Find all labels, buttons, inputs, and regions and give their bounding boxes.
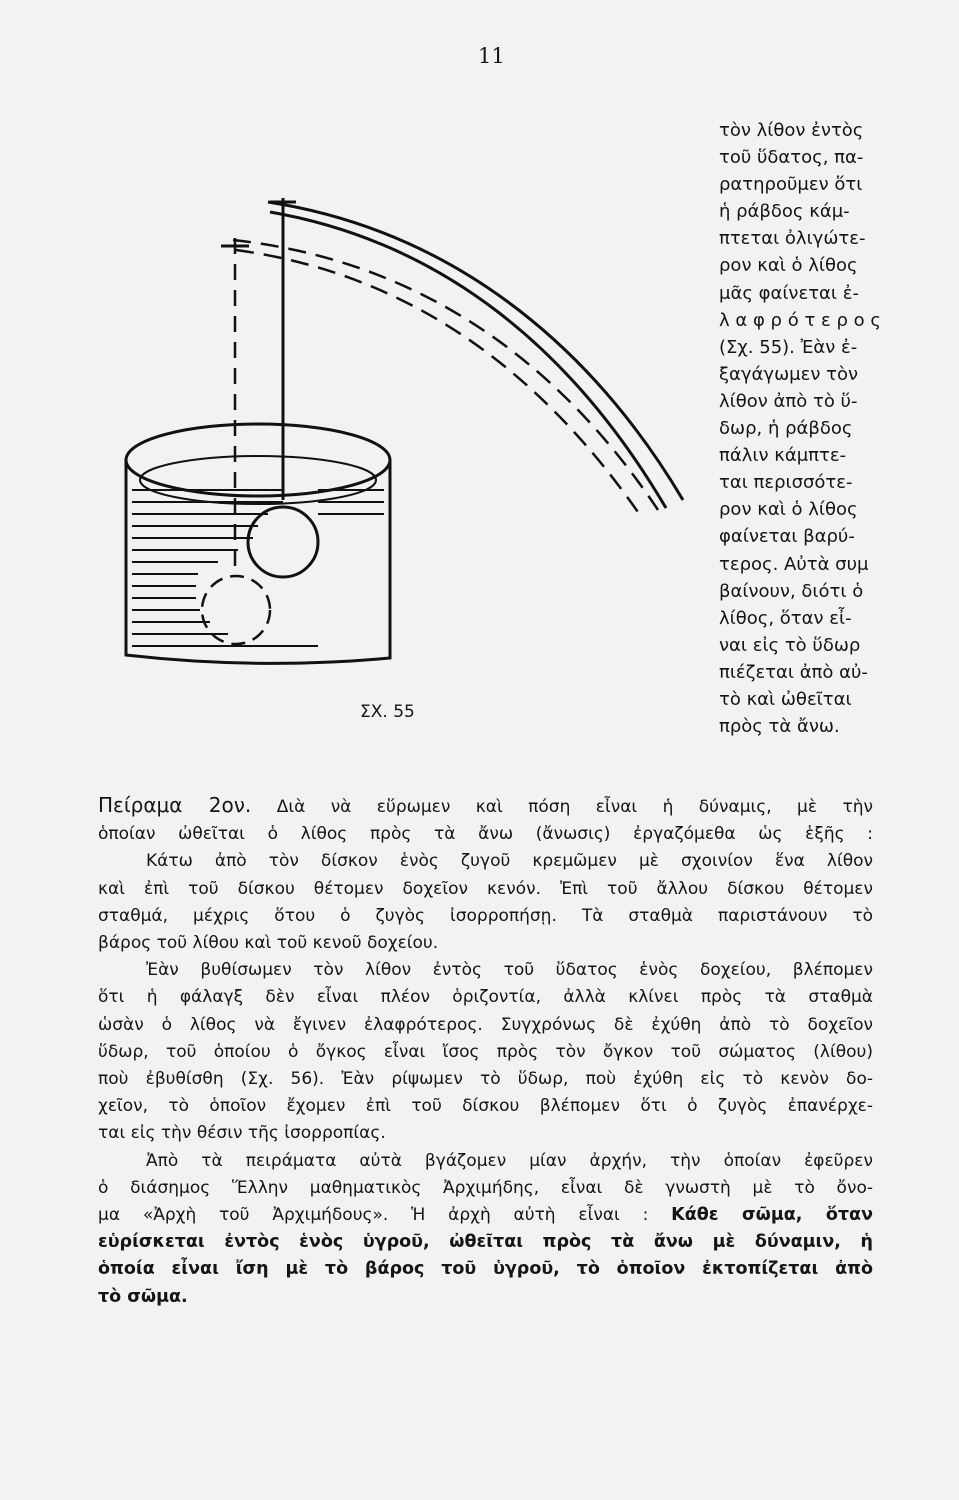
side-line: δωρ, ἡ ράβδος [719,418,853,440]
water-container [126,424,390,663]
side-line: λίθος, ὅταν εἶ- [719,607,852,629]
dashed-rod [233,240,658,510]
side-line: τὸν λίθον ἐντὸς [719,120,864,141]
body-line: ὡσὰν ὁ λίθος νὰ ἔγινεν ἐλαφρότερος. Συγχρόνως δὲ ἐχύθη ἀπὸ τὸ δοχεῖον [98,1014,873,1035]
body-line: σταθμά, μέχρις ὅτου ὁ ζυγὸς ἰσορροπήσῃ. Τὰ σταθμὰ παριστάνουν τὸ [98,905,873,926]
principle-text: εὑρίσκεται ἐντὸς ἑνὸς ὑγροῦ, ὠθεῖται πρὸς τὰ ἄνω μὲ δύναμιν, ἡ [98,1232,873,1253]
side-line: φαίνεται βαρύ- [719,526,855,548]
principle-text: Κάθε σῶμα, ὅταν [671,1205,873,1226]
side-line: ἡ ράβδος κάμ- [719,201,850,223]
figure-caption: ΣΧ. 55 [360,702,415,722]
figure-55-illustration [118,190,698,670]
side-line: βαίνουν, διότι ὁ [719,580,864,602]
body-line: χεῖον, τὸ ὁποῖον ἔχομεν ἐπὶ τοῦ δίσκου βλέπομεν ὅτι ὁ ζυγὸς ἐπανέρχε- [98,1096,873,1117]
side-line: ναι εἰς τὸ ὕδωρ [719,634,861,656]
body-line: καὶ ἐπὶ τοῦ δίσκου θέτομεν δοχεῖον κενόν. Ἐπὶ τοῦ ἄλλου δίσκου θέτομεν [98,878,873,899]
side-line: ρον καὶ ὁ λίθος [719,499,858,521]
side-line: ται περισσότε- [719,472,853,494]
side-line: πτεται ὀλιγώτε- [719,228,866,250]
body-line: μα «Ἀρχὴ τοῦ Ἀρχιμήδους». Ἡ ἀρχὴ αὐτὴ εἶναι : [98,1205,649,1226]
principle-text: τὸ σῶμα. [98,1286,188,1307]
stone-dashed [202,576,270,644]
side-line: λ α φ ρ ό τ ε ρ ο ς [719,309,881,331]
side-line: πάλιν κάμπτε- [719,445,847,467]
stone-solid [248,507,318,577]
side-line: πιέζεται ἀπὸ αὐ- [719,661,868,683]
body-line: Κάτω ἀπὸ τὸν δίσκον ἑνὸς ζυγοῦ κρεμῶμεν μὲ σχοινίον ἕνα λίθον [146,851,873,872]
side-line: (Σχ. 55). Ἐὰν ἐ- [719,336,858,358]
bent-rod [268,202,683,500]
body-line: ὁ διάσημος Ἕλλην μαθηματικὸς Ἀρχιμήδης, εἶναι δὲ γνωστὴ μὲ τὸ ὄνο- [98,1177,873,1198]
body-line: ται εἰς τὴν θέσιν τῆς ἰσορροπίας. [98,1123,386,1144]
body-line: βάρος τοῦ λίθου καὶ τοῦ κενοῦ δοχείου. [98,933,439,954]
side-line: μᾶς φαίνεται ἐ- [719,282,859,304]
body-line: Διὰ νὰ εὕρωμεν καὶ πόση εἶναι ἡ δύναμις, μὲ τὴν [276,797,873,817]
side-line: ρατηροῦμεν ὅτι [719,174,863,196]
page-number: 11 [478,44,505,68]
side-line: τὸ καὶ ὠθεῖται [719,688,852,710]
side-line: ρον καὶ ὁ λίθος [719,255,858,277]
body-line: ποὺ ἐβυθίσθη (Σχ. 56). Ἐὰν ρίψωμεν τὸ ὕδωρ, ποὺ ἐχύθη εἰς τὸ κενὸν δο- [98,1069,873,1090]
side-paragraph [719,117,879,740]
principle-text: ὁποία εἶναι ἴση μὲ τὸ βάρος τοῦ ὑγροῦ, τὸ ὁποῖον ἐκτοπίζεται ἀπὸ [98,1259,873,1280]
side-line: τοῦ ὕδατος, πα- [719,147,864,169]
side-line: λίθον ἀπὸ τὸ ὕ- [719,390,858,412]
experiment-heading: Πείραμα 2ον. [98,793,252,817]
side-line: πρὸς τὰ ἄνω. [719,716,840,738]
experiment-section [98,792,873,1311]
side-line: ξαγάγωμεν τὸν [719,363,859,385]
body-line: ὕδωρ, τοῦ ὁποίου ὁ ὄγκος εἶναι ἴσος πρὸς τὸν ὄγκον τοῦ σώματος (λίθου) [98,1041,873,1062]
side-line: τερος. Αὐτὰ συμ [719,553,869,575]
body-line: ὅτι ἡ φάλαγξ δὲν εἶναι πλέον ὁριζοντία, ἀλλὰ κλίνει πρὸς τὰ σταθμὰ [98,987,873,1008]
body-line: ὁποίαν ὠθεῖται ὁ λίθος πρὸς τὰ ἄνω (ἄνωσις) ἐργαζόμεθα ὡς ἑξῆς : [98,824,873,845]
body-line: Ἀπὸ τὰ πειράματα αὐτὰ βγάζομεν μίαν ἀρχήν, τὴν ὁποίαν ἐφεῦρεν [146,1150,873,1171]
body-line: Ἐὰν βυθίσωμεν τὸν λίθον ἐντὸς τοῦ ὕδατος ἑνὸς δοχείου, βλέπομεν [146,960,873,981]
